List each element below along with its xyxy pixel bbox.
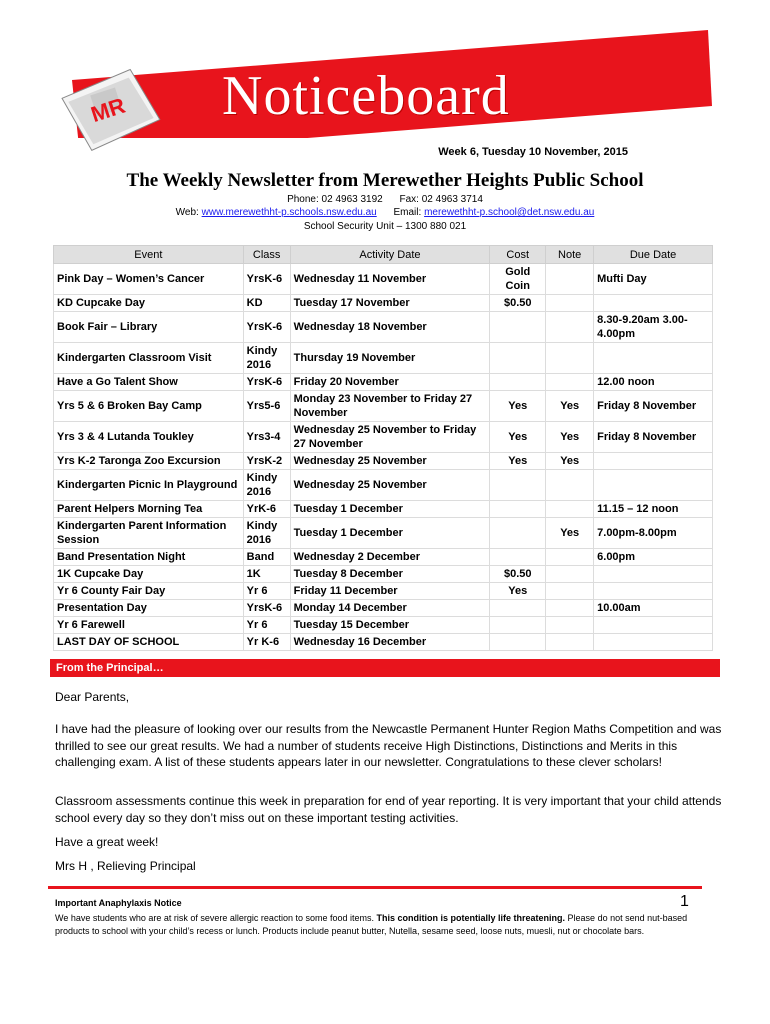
note-cell [546,312,594,343]
activity-date-cell: Monday 14 December [290,600,490,617]
note-cell [546,295,594,312]
principal-section-header: From the Principal… [50,659,720,677]
activity-date-cell: Wednesday 25 November to Friday 27 November [290,422,490,453]
banner-title: Noticeboard [222,65,510,127]
cost-cell [490,343,546,374]
event-cell: 1K Cupcake Day [54,566,244,583]
note-cell [546,343,594,374]
activity-date-cell: Tuesday 1 December [290,518,490,549]
activity-date-cell: Wednesday 25 November [290,470,490,501]
due-date-cell [594,343,713,374]
letter-paragraph: Classroom assessments continue this week in preparation for end of year reporting. It is very important that your child attends school every day so they don’t miss out on these important testing activities. [55,794,722,825]
note-cell [546,617,594,634]
cost-cell [490,312,546,343]
due-date-cell [594,470,713,501]
event-cell: Yr 6 Farewell [54,617,244,634]
fax-text: Fax: 02 4963 3714 [399,194,483,205]
activity-date-cell: Monday 23 November to Friday 27 November [290,391,490,422]
header-activity-date: Activity Date [290,246,490,264]
due-date-cell: 6.00pm [594,549,713,566]
school-logo [55,65,165,155]
event-cell: Yr 6 County Fair Day [54,583,244,600]
event-cell: Yrs 3 & 4 Lutanda Toukley [54,422,244,453]
anaphylaxis-notice [55,912,715,938]
email-label: Email: [393,207,422,218]
class-cell: Yrs5-6 [243,391,290,422]
activity-date-cell: Friday 20 November [290,374,490,391]
due-date-cell: 12.00 noon [594,374,713,391]
header-class: Class [243,246,290,264]
note-cell [546,374,594,391]
table-row [54,374,713,391]
notice-text-end: Please do not send nut-based products to school with your child’s recess or lunch. Products include peanut butter, Nutella, sesame seed, loose nuts, muesli, nut or chocolate bars. [55,913,688,936]
event-cell: Parent Helpers Morning Tea [54,501,244,518]
table-row [54,501,713,518]
table-row [54,422,713,453]
class-cell: YrK-6 [243,501,290,518]
event-cell: Band Presentation Night [54,549,244,566]
cost-cell: Yes [490,422,546,453]
activity-date-cell: Wednesday 25 November [290,453,490,470]
activity-date-cell: Friday 11 December [290,583,490,600]
activity-date-cell: Wednesday 11 November [290,264,490,295]
email-link[interactable]: merewethht-p.school@det.nsw.edu.au [424,207,595,218]
event-cell: Kindergarten Classroom Visit [54,343,244,374]
due-date-cell [594,453,713,470]
activity-date-cell: Thursday 19 November [290,343,490,374]
header-due-date: Due Date [594,246,713,264]
notice-text-bold: This condition is potentially life threatening. [376,913,566,923]
class-cell: KD [243,295,290,312]
due-date-cell: 11.15 – 12 noon [594,501,713,518]
issue-date: Week 6, Tuesday 10 November, 2015 [438,146,628,158]
class-cell: YrsK-6 [243,312,290,343]
class-cell: YrsK-6 [243,264,290,295]
class-cell: YrsK-6 [243,600,290,617]
table-row [54,566,713,583]
cost-cell [490,374,546,391]
table-row [54,312,713,343]
cost-cell [490,549,546,566]
due-date-cell: Friday 8 November [594,391,713,422]
anaphylaxis-heading: Important Anaphylaxis Notice [55,898,182,908]
cost-cell: Yes [490,391,546,422]
class-cell: Yr 6 [243,617,290,634]
class-cell: Band [243,549,290,566]
header-event: Event [54,246,244,264]
table-row [54,600,713,617]
table-row [54,391,713,422]
event-cell: Have a Go Talent Show [54,374,244,391]
note-cell [546,501,594,518]
cost-cell: Yes [490,583,546,600]
due-date-cell [594,617,713,634]
note-cell [546,566,594,583]
table-row [54,583,713,600]
table-row [54,453,713,470]
page-number: 1 [680,893,689,910]
logo-text: MR [87,92,129,128]
activity-date-cell: Tuesday 15 December [290,617,490,634]
notice-text-start: We have students who are at risk of severe allergic reaction to some food items. [55,913,374,923]
activity-date-cell: Tuesday 17 November [290,295,490,312]
event-cell: Kindergarten Parent Information Session [54,518,244,549]
activity-date-cell: Wednesday 16 December [290,634,490,651]
class-cell: Kindy 2016 [243,518,290,549]
class-cell: Kindy 2016 [243,470,290,501]
due-date-cell [594,295,713,312]
letter-greeting: Dear Parents, [55,690,130,704]
contact-web-email [0,207,770,218]
class-cell: Kindy 2016 [243,343,290,374]
class-cell: Yr 6 [243,583,290,600]
cost-cell: Gold Coin [490,264,546,295]
contact-phone-fax [0,194,770,205]
table-row [54,617,713,634]
due-date-cell: 8.30-9.20am 3.00-4.00pm [594,312,713,343]
note-cell [546,549,594,566]
due-date-cell [594,634,713,651]
web-label: Web: [175,207,199,218]
event-cell: Yrs 5 & 6 Broken Bay Camp [54,391,244,422]
class-cell: YrsK-2 [243,453,290,470]
cost-cell: $0.50 [490,566,546,583]
cost-cell [490,518,546,549]
due-date-cell: 7.00pm-8.00pm [594,518,713,549]
cost-cell: $0.50 [490,295,546,312]
cost-cell: Yes [490,453,546,470]
header-cost: Cost [490,246,546,264]
letter-paragraph: I have had the pleasure of looking over our results from the Newcastle Permanent Hunter Region Maths Competition and was thrilled to see our great results. We had a number of students receive High Distinctions, Distinctions and Merits in this challenging exam. A list of these students appears later in our newsletter. Congratulations to these clever scholars! [55,722,722,769]
footer-divider [48,886,702,889]
cost-cell [490,600,546,617]
cost-cell [490,617,546,634]
note-cell [546,264,594,295]
due-date-cell [594,583,713,600]
table-row [54,549,713,566]
security-unit: School Security Unit – 1300 880 021 [303,221,467,232]
note-cell: Yes [546,453,594,470]
cost-cell [490,470,546,501]
letter-paragraph: Have a great week! [55,835,159,849]
cost-cell [490,501,546,518]
cost-cell [490,634,546,651]
activity-date-cell: Wednesday 18 November [290,312,490,343]
activity-date-cell: Tuesday 1 December [290,501,490,518]
table-row [54,295,713,312]
event-cell: KD Cupcake Day [54,295,244,312]
due-date-cell: 10.00am [594,600,713,617]
event-cell: Book Fair – Library [54,312,244,343]
table-row [54,343,713,374]
note-cell [546,634,594,651]
due-date-cell: Mufti Day [594,264,713,295]
note-cell [546,583,594,600]
newsletter-title: The Weekly Newsletter from Merewether Heights Public School [126,170,644,191]
event-cell: Pink Day – Women’s Cancer [54,264,244,295]
event-cell: Presentation Day [54,600,244,617]
event-cell: Yrs K-2 Taronga Zoo Excursion [54,453,244,470]
note-cell: Yes [546,518,594,549]
header-note: Note [546,246,594,264]
phone-text: Phone: 02 4963 3192 [287,194,383,205]
class-cell: Yrs3-4 [243,422,290,453]
note-cell: Yes [546,422,594,453]
website-link[interactable]: www.merewethht-p.schools.nsw.edu.au [201,207,377,218]
activity-date-cell: Tuesday 8 December [290,566,490,583]
events-table [53,245,713,651]
due-date-cell: Friday 8 November [594,422,713,453]
table-row [54,470,713,501]
letter-signoff: Mrs H , Relieving Principal [55,859,196,873]
table-row [54,518,713,549]
activity-date-cell: Wednesday 2 December [290,549,490,566]
events-table-header [54,246,713,264]
note-cell [546,470,594,501]
due-date-cell [594,566,713,583]
event-cell: Kindergarten Picnic In Playground [54,470,244,501]
note-cell: Yes [546,391,594,422]
table-row [54,264,713,295]
table-row [54,634,713,651]
class-cell: 1K [243,566,290,583]
class-cell: Yr K-6 [243,634,290,651]
noticeboard-banner [72,28,712,138]
class-cell: YrsK-6 [243,374,290,391]
event-cell: LAST DAY OF SCHOOL [54,634,244,651]
note-cell [546,600,594,617]
